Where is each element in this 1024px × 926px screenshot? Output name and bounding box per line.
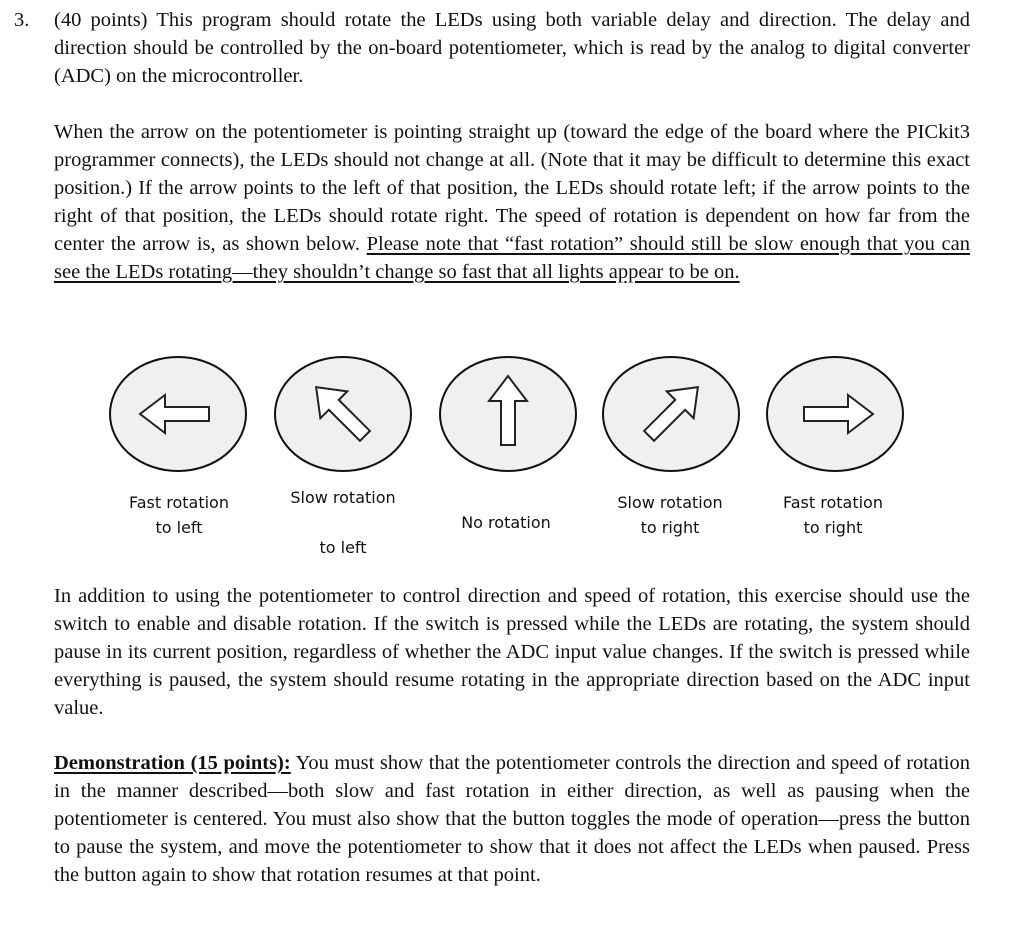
dial-center bbox=[436, 354, 580, 474]
demonstration-paragraph bbox=[54, 749, 970, 889]
intro-paragraph: (40 points) This program should rotate the LEDs using both variable delay and direction. The delay and direction should be controlled by the on-board potentiometer, which is read by the analog to digital converter (ADC) on the microcontroller. bbox=[54, 9, 970, 87]
question-number: 3. bbox=[14, 9, 30, 31]
fast-rotation-note: Please note that “fast rotation” should still be slow enough that you can see the LEDs rotating—they shouldn’t change so fast that all lights appear to be on. bbox=[54, 233, 970, 283]
dial-slow-left bbox=[271, 354, 415, 474]
caption-slow-left: Slow rotation to left bbox=[290, 488, 396, 557]
dial-fast-right bbox=[763, 354, 907, 474]
potentiometer-text: When the arrow on the potentiometer is pointing straight up (toward the edge of the board where the PICkit3 programmer connects), the LEDs should not change at all. (Note that it may be difficult to determine this exact position.) If the arrow points to the left of that position, the LEDs should rotate left; if the arrow points to the right of that position, the LEDs should rotate right. The speed of rotation is dependent on how far from the center the arrow is, as shown below. bbox=[54, 121, 970, 255]
dial-fast-left bbox=[106, 354, 250, 474]
caption-no-rotation: No rotation bbox=[461, 513, 551, 532]
dial-slow-right bbox=[599, 354, 743, 474]
caption-fast-left: Fast rotation to left bbox=[129, 493, 229, 537]
caption-fast-right: Fast rotation to right bbox=[783, 493, 883, 537]
caption-slow-right: Slow rotation to right bbox=[617, 493, 723, 537]
potentiometer-paragraph bbox=[54, 118, 970, 286]
demonstration-text: You must show that the potentiometer controls the direction and speed of rotation in the manner described—both slow and fast rotation in either direction, as well as pausing when the potentiometer is centered. You must also show that the button toggles the mode of operation—press the button to pause the system, and move the potentiometer to show that it does not affect the LEDs when paused. Press the button again to show that rotation resumes at that point. bbox=[54, 752, 970, 886]
switch-paragraph: In addition to using the potentiometer to control direction and speed of rotation, this exercise should use the switch to enable and disable rotation. If the switch is pressed while the LEDs are rotating, the system should pause in its current position, regardless of whether the ADC input value changes. If the switch is pressed while everything is paused, the system should resume rotating in the appropriate direction based on the ADC input value. bbox=[54, 585, 970, 719]
demonstration-label: Demonstration (15 points): bbox=[54, 752, 291, 774]
